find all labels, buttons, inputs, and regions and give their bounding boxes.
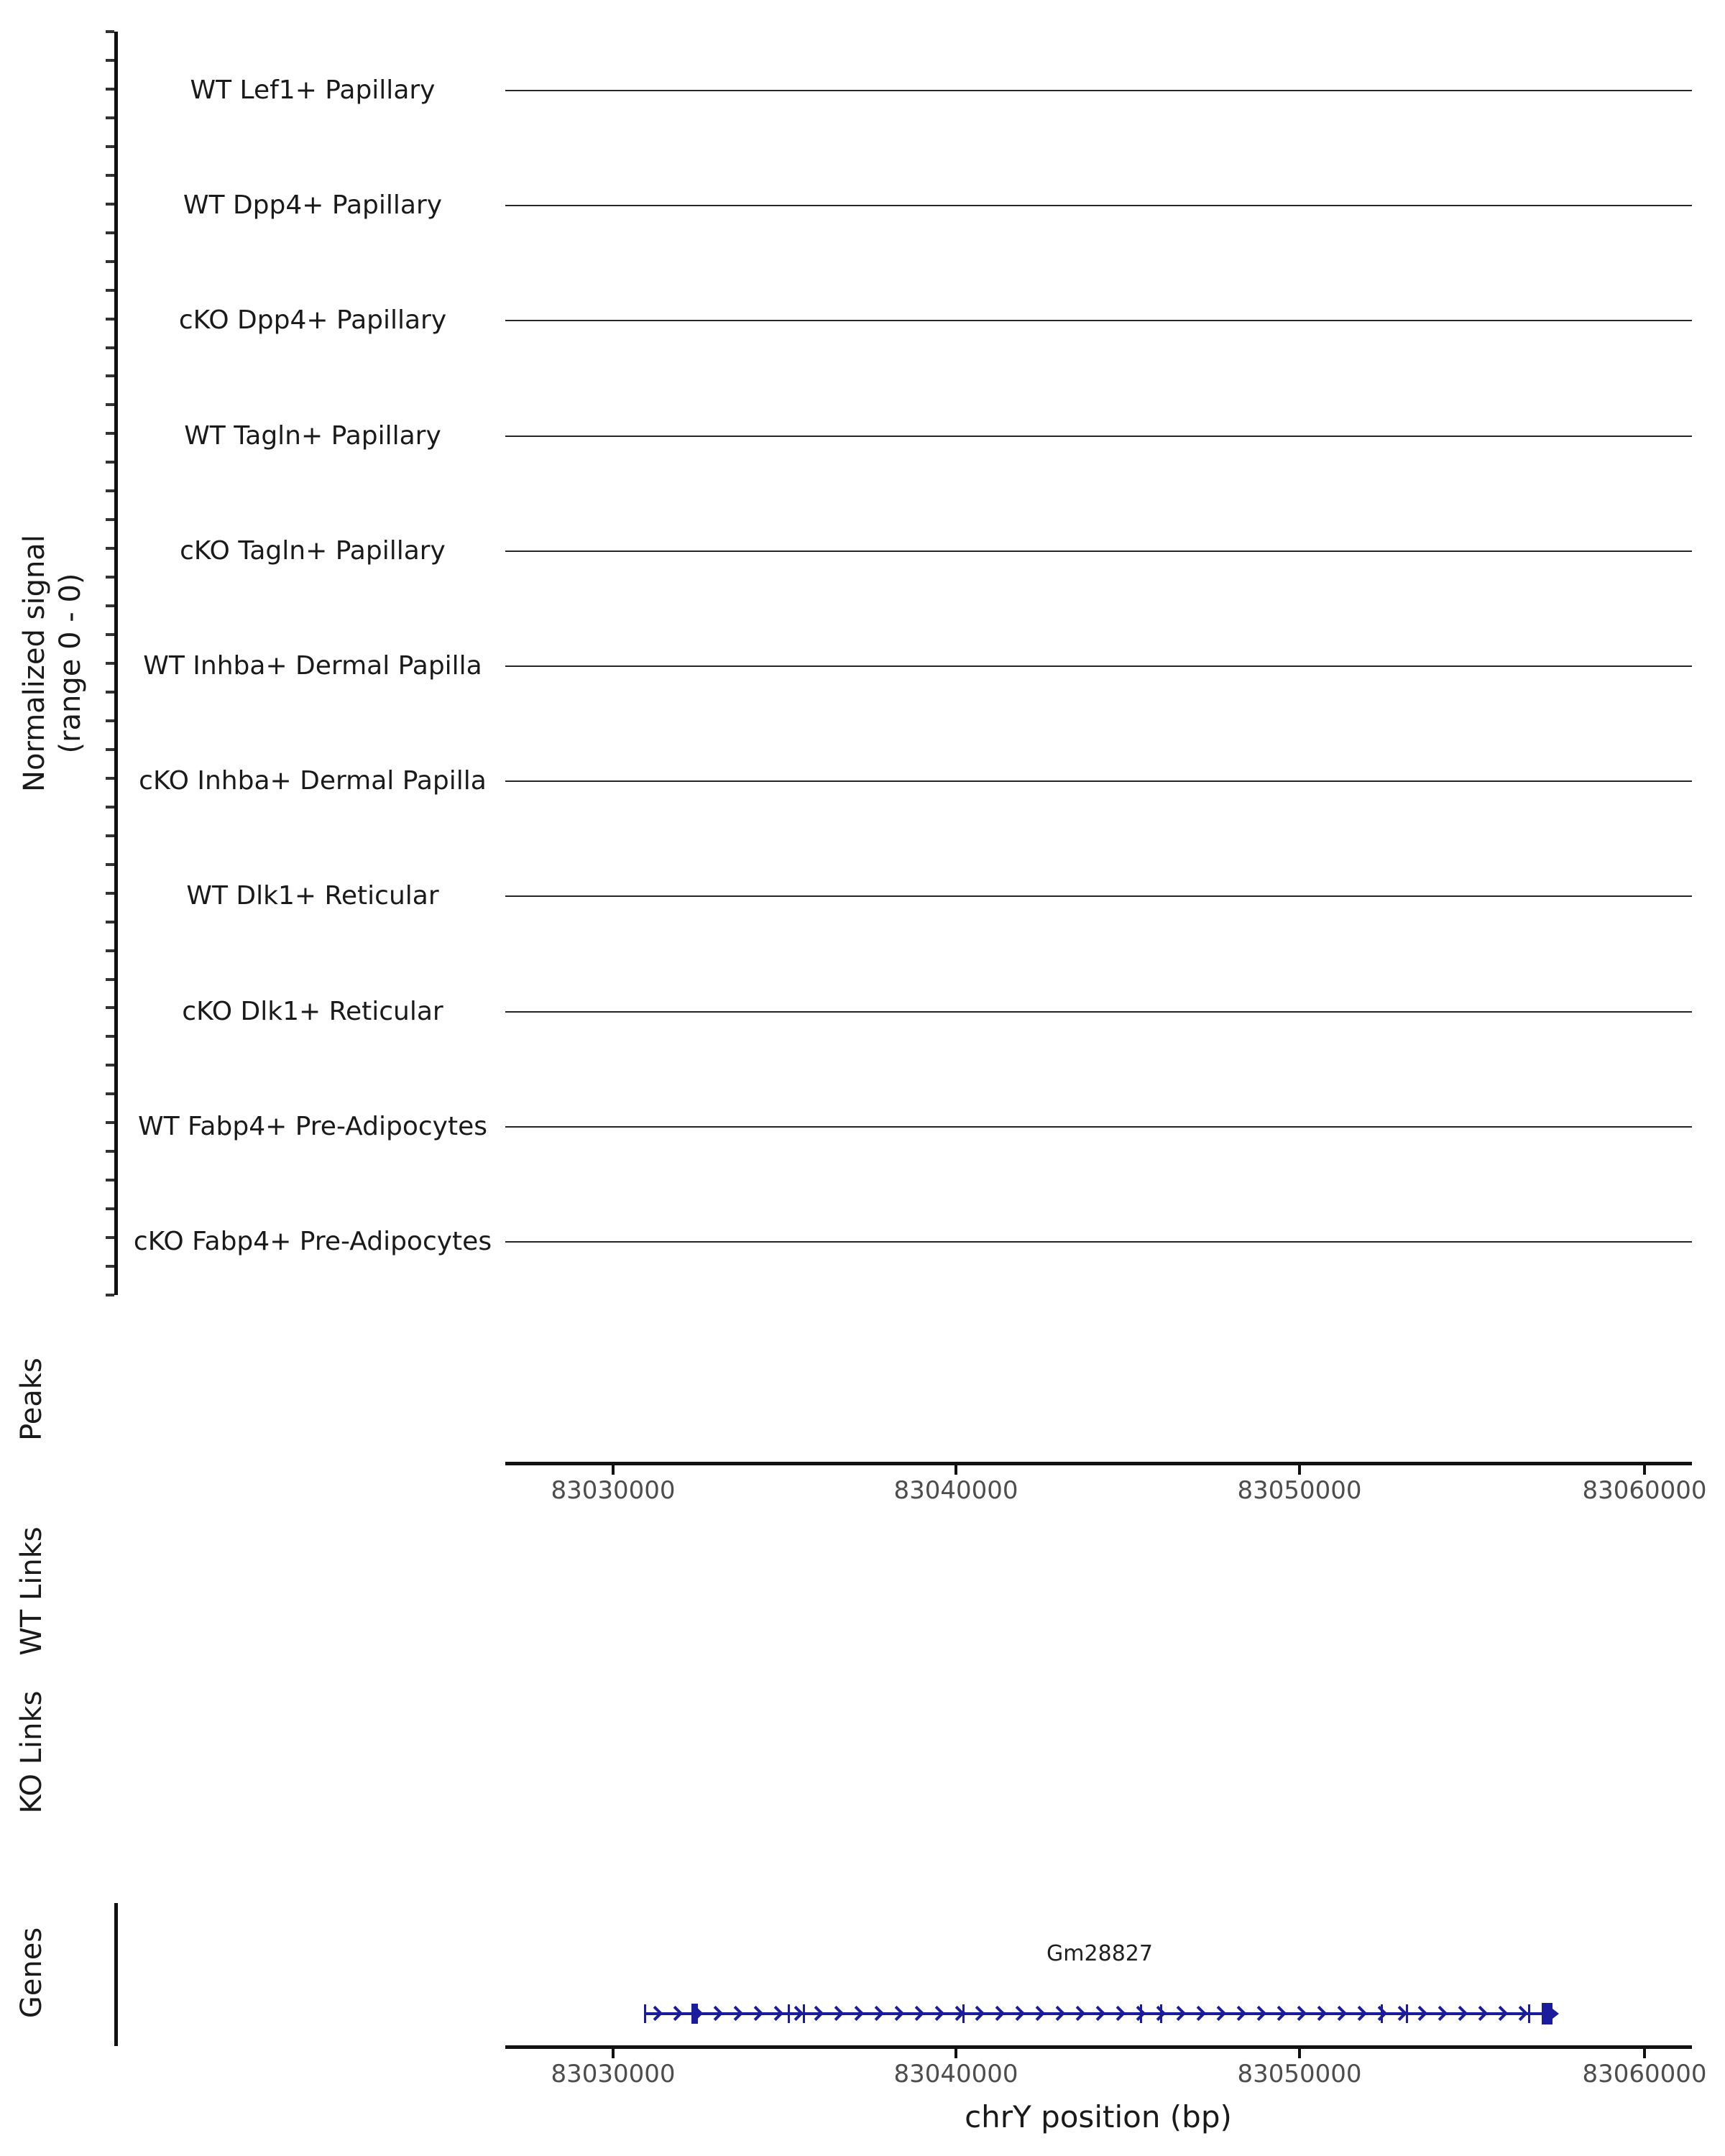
y-axis-tick [106, 403, 114, 406]
gene-strand-arrow [1513, 2006, 1528, 2021]
gene-strand-arrow [1010, 2006, 1025, 2021]
y-axis-tick [106, 30, 114, 33]
gene-strand-arrow [1030, 2006, 1045, 2021]
gene-strand-arrow [1131, 2006, 1146, 2021]
gene-strand-arrow [1110, 2006, 1126, 2021]
genomic-axis-tick [612, 1465, 615, 1475]
signal-track-label: cKO Fabp4+ Pre-Adipocytes [133, 1227, 492, 1256]
gene-strand-arrow [1473, 2006, 1488, 2021]
genomic-axis-tick-label: 83030000 [551, 2060, 676, 2088]
y-axis-tick [106, 1179, 114, 1181]
y-axis-tick [106, 174, 114, 177]
y-axis-tick [106, 719, 114, 722]
signal-track-label: WT Dpp4+ Papillary [183, 190, 443, 221]
gene-strand-arrow [1271, 2006, 1287, 2021]
y-axis-tick [106, 921, 114, 923]
y-axis-tick [106, 1035, 114, 1038]
gene-strand-arrow [1412, 2006, 1427, 2021]
y-axis-tick [106, 1064, 114, 1067]
signal-track-label: cKO Tagln+ Papillary [180, 535, 446, 566]
gene-strand-arrow [829, 2006, 844, 2021]
gene-strand-arrow [929, 2006, 944, 2021]
gene-strand-arrow [1352, 2006, 1367, 2021]
gene-exon-box [691, 2004, 698, 2024]
y-axis-tick [106, 1294, 114, 1296]
y-axis-tick [106, 978, 114, 981]
y-axis-tick [106, 691, 114, 694]
genomic-axis-tick-label: 83050000 [1237, 1476, 1362, 1505]
gene-end-cap [1552, 2009, 1559, 2019]
gene-strand-arrow [1171, 2006, 1186, 2021]
genomic-axis-tick [954, 2049, 957, 2058]
signal-track-label: WT Inhba+ Dermal Papilla [143, 651, 482, 681]
genes-axis-bracket [114, 1903, 118, 2046]
gene-strand-arrow [708, 2006, 723, 2021]
genomic-axis-tick-label: 83050000 [1237, 2060, 1362, 2088]
genomic-axis-tick-label: 83060000 [1582, 1476, 1707, 1505]
gene-exon-tick [1160, 2004, 1162, 2023]
y-axis-tick [106, 59, 114, 62]
y-axis-tick [106, 289, 114, 292]
gene-exon-tick [1406, 2004, 1408, 2023]
x-axis-title: chrY position (bp) [965, 2099, 1232, 2134]
signal-track-baseline [505, 1241, 1692, 1243]
y-axis-tick [106, 231, 114, 234]
wt-links-panel-label-text: WT Links [15, 1526, 48, 1656]
signal-track-baseline [505, 90, 1692, 91]
y-axis-label-text [17, 535, 88, 792]
gene-exon-tick [788, 2004, 790, 2023]
y-axis-tick [106, 1265, 114, 1268]
gene-strand-arrow [909, 2006, 924, 2021]
signal-track-baseline [505, 895, 1692, 897]
y-axis-tick [106, 1207, 114, 1210]
gene-exon-tick [803, 2004, 805, 2023]
y-axis-tick [106, 1150, 114, 1153]
gene-exon-tick [1528, 2004, 1530, 2023]
y-axis-label-line2: (range 0 - 0) [54, 573, 87, 754]
signal-track-baseline [505, 320, 1692, 321]
gene-strand-arrow [1292, 2006, 1307, 2021]
signal-track-label: cKO Dlk1+ Reticular [182, 996, 443, 1026]
signal-track-baseline [505, 1011, 1692, 1013]
y-axis-tick [106, 949, 114, 952]
gene-strand-arrow [648, 2006, 663, 2021]
gene-strand-arrow [1211, 2006, 1226, 2021]
y-axis-tick [106, 748, 114, 751]
gene-strand-arrow [748, 2006, 763, 2021]
y-axis-tick [106, 633, 114, 636]
gene-strand-arrow [1332, 2006, 1347, 2021]
genomic-axis-tick [612, 2049, 615, 2058]
gene-strand-arrow [1312, 2006, 1327, 2021]
y-axis-tick [106, 489, 114, 492]
y-axis-tick [106, 834, 114, 837]
genomic-axis-tick [954, 1465, 957, 1475]
signal-track-baseline [505, 550, 1692, 552]
gene-exon-box-end [1542, 2003, 1552, 2024]
genomic-axis-line [505, 1462, 1692, 1465]
gene-strand-arrow [849, 2006, 864, 2021]
gene-strand-arrow [1191, 2006, 1206, 2021]
y-axis-tick [106, 806, 114, 808]
genomic-axis-tick [1643, 1465, 1646, 1475]
gene-strand-arrow [1493, 2006, 1508, 2021]
genes-panel-label [10, 1829, 53, 2116]
signal-track-baseline [505, 436, 1692, 437]
signal-track-baseline [505, 205, 1692, 206]
gene-exon-tick [1381, 2004, 1383, 2023]
gene-exon-tick [962, 2004, 965, 2023]
y-axis-label [9, 412, 96, 915]
gene-strand-arrow [1432, 2006, 1448, 2021]
genomic-axis-line [505, 2045, 1692, 2049]
gene-exon-tick [1140, 2004, 1142, 2023]
genomic-axis-tick-label: 83030000 [551, 1476, 676, 1505]
signal-track-label: WT Tagln+ Papillary [184, 420, 441, 451]
y-axis-tick [106, 576, 114, 579]
signal-track-label: cKO Inhba+ Dermal Papilla [139, 766, 487, 796]
y-axis-tick [106, 1092, 114, 1095]
y-axis-label-line1: Normalized signal [18, 535, 51, 792]
y-axis-tick [106, 863, 114, 866]
gene-strand-arrow [788, 2006, 804, 2021]
genomic-axis-tick [1298, 1465, 1301, 1475]
gene-strand-arrow [1090, 2006, 1105, 2021]
signal-track-label: WT Lef1+ Papillary [190, 75, 436, 105]
y-axis-tick [106, 346, 114, 349]
gene-strand-arrow [1251, 2006, 1266, 2021]
gene-name-label: Gm28827 [1046, 1941, 1153, 1966]
y-axis-tick [106, 260, 114, 263]
signal-track-label: WT Fabp4+ Pre-Adipocytes [138, 1111, 487, 1141]
y-axis-tick [106, 145, 114, 148]
y-axis-tick [106, 604, 114, 607]
ko-links-panel-label-text: KO Links [15, 1690, 48, 1814]
y-axis-tick [106, 518, 114, 521]
gene-strand-arrow [1372, 2006, 1387, 2021]
gene-strand-arrow [1151, 2006, 1166, 2021]
gene-strand-arrow [809, 2006, 824, 2021]
genomic-axis-tick-label: 83060000 [1582, 2060, 1707, 2088]
y-axis-tick [106, 374, 114, 377]
gene-strand-arrow [1070, 2006, 1085, 2021]
genes-panel-label-text: Genes [15, 1927, 48, 2019]
signal-track-baseline [505, 665, 1692, 667]
genomic-axis-tick-label: 83040000 [893, 2060, 1018, 2088]
signal-track-baseline [505, 780, 1692, 782]
gene-strand-arrow [869, 2006, 884, 2021]
gene-strand-arrow [1231, 2006, 1246, 2021]
gene-strand-arrow [990, 2006, 1005, 2021]
gene-exon-tick [644, 2004, 646, 2023]
gene-strand-arrow [768, 2006, 783, 2021]
signal-track-label: cKO Dpp4+ Papillary [178, 305, 447, 336]
gene-strand-arrow [1050, 2006, 1065, 2021]
gene-strand-arrow [668, 2006, 683, 2021]
gene-strand-arrow [1453, 2006, 1468, 2021]
signal-track-baseline [505, 1126, 1692, 1128]
y-axis-tick [106, 116, 114, 119]
peaks-panel-label-text: Peaks [15, 1358, 48, 1441]
signal-track-label: WT Dlk1+ Reticular [186, 881, 439, 911]
genomic-axis-tick [1298, 2049, 1301, 2058]
genomic-axis-tick-label: 83040000 [893, 1476, 1018, 1505]
genomic-axis-tick [1643, 2049, 1646, 2058]
gene-strand-arrow [889, 2006, 904, 2021]
gene-strand-arrow [728, 2006, 743, 2021]
gene-strand-arrow [970, 2006, 985, 2021]
y-axis-tick [106, 461, 114, 464]
gene-strand-arrow [1392, 2006, 1407, 2021]
